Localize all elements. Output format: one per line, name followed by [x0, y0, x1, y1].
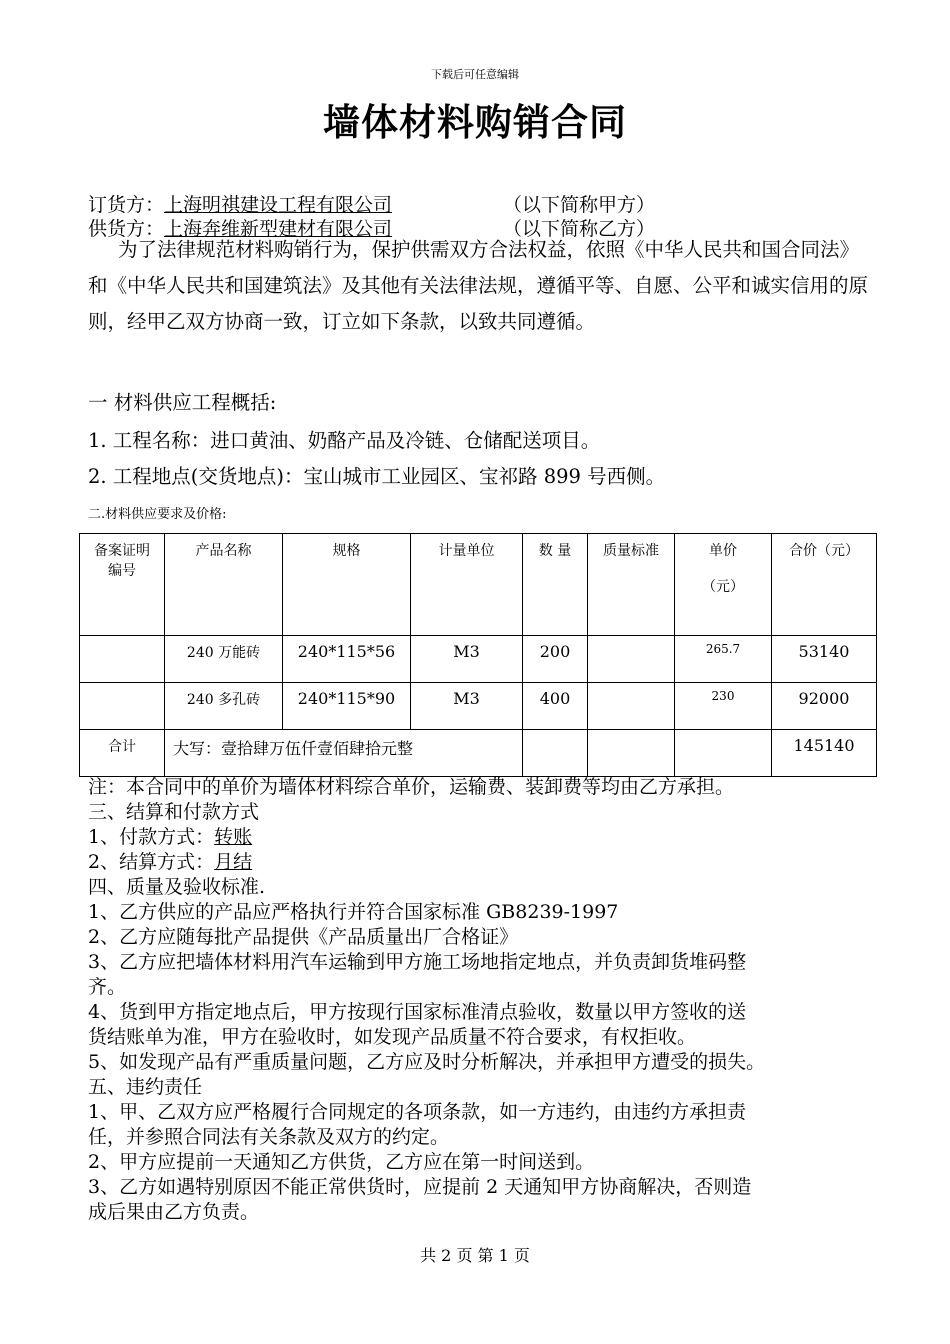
breach-item-1-cont: 任，并参照合同法有关条款及双方的约定。	[88, 1126, 450, 1148]
section2-heading: 二.材料供应要求及价格:	[88, 507, 227, 522]
settlement-method-value: 月结	[214, 851, 253, 873]
cell-total: 53140	[772, 636, 877, 683]
table-row	[80, 636, 877, 683]
cell-price: 265.7	[675, 636, 772, 683]
header-quality: 质量标准	[588, 534, 675, 636]
quality-item-1: 1、乙方供应的产品应严格执行并符合国家标准 GB8239-1997	[88, 901, 619, 923]
sum-in-words: 大写：壹拾肆万伍仟壹佰肆拾元整	[165, 730, 523, 777]
section3-heading: 三、结算和付款方式	[88, 801, 260, 823]
buyer-alias: （以下简称甲方）	[503, 194, 656, 216]
quality-item-3-cont: 齐。	[88, 976, 127, 998]
table-row	[80, 683, 877, 730]
cell-spec: 240*115*90	[283, 683, 411, 730]
quality-item-3: 3、乙方应把墙体材料用汽车运输到甲方施工场地指定地点，并负责卸货堆码整	[88, 951, 747, 973]
quality-item-4-cont: 货结账单为准，甲方在验收时，如发现产品质量不符合要求，有权拒收。	[88, 1026, 697, 1048]
document-title: 墙体材料购销合同	[323, 100, 627, 144]
cell-qty: 200	[523, 636, 588, 683]
cell-product: 240 多孔砖	[165, 683, 283, 730]
quality-item-5: 5、如发现产品有严重质量问题，乙方应及时分析解决，并承担甲方遭受的损失。	[88, 1051, 766, 1073]
quality-item-2: 2、乙方应随每批产品提供《产品质量出厂合格证》	[88, 926, 519, 948]
payment-method: 1、付款方式：转账	[88, 826, 253, 848]
header-spec: 规格	[283, 534, 411, 636]
intro-paragraph: 为了法律规范材料购销行为，保护供需双方合法权益，依照《中华人民共和国合同法》和《中华人民共和国建筑法》及其他有关法律法规，遵循平等、自愿、公平和诚实信用的原则，经甲乙双方协商一致，订立如下条款，以致共同遵循。	[88, 238, 869, 333]
project-name: 1. 工程名称：进口黄油、奶酪产品及冷链、仓储配送项目。	[88, 429, 601, 452]
cell-unit: M3	[411, 683, 523, 730]
breach-item-3-cont: 成后果由乙方负责。	[88, 1201, 260, 1223]
header-qty: 数 量	[523, 534, 588, 636]
price-table	[79, 533, 877, 777]
header-total: 合价（元）	[772, 534, 877, 636]
cell-total: 92000	[772, 683, 877, 730]
header-note: 下载后可任意编辑	[431, 68, 519, 81]
buyer-name: 上海明祺建设工程有限公司	[164, 194, 393, 216]
sum-empty-price	[675, 730, 772, 777]
seller-name: 上海奔维新型建材有限公司	[164, 218, 393, 240]
sum-total: 145140	[772, 730, 877, 777]
section5-heading: 五、违约责任	[88, 1076, 203, 1098]
seller-alias: （以下简称乙方）	[503, 218, 656, 240]
section4-heading: 四、质量及验收标准.	[88, 876, 266, 898]
cell-reg-no	[80, 683, 165, 730]
sum-empty-quality	[588, 730, 675, 777]
breach-item-1: 1、甲、乙双方应严格履行合同规定的各项条款，如一方违约，由违约方承担责	[88, 1101, 747, 1123]
quality-item-4: 4、货到甲方指定地点后，甲方按现行国家标准清点验收，数量以甲方签收的送	[88, 1001, 747, 1023]
cell-qty: 400	[523, 683, 588, 730]
project-location: 2. 工程地点(交货地点)：宝山城市工业园区、宝祁路 899 号西侧。	[88, 465, 666, 488]
cell-spec: 240*115*56	[283, 636, 411, 683]
table-sum-row	[80, 730, 877, 777]
header-reg-no: 备案证明 编号	[80, 534, 165, 636]
sum-empty-qty	[523, 730, 588, 777]
header-unit: 计量单位	[411, 534, 523, 636]
settlement-method: 2、结算方式：月结	[88, 851, 253, 873]
seller-label: 供货方：	[88, 218, 165, 240]
breach-item-2: 2、甲方应提前一天通知乙方供货，乙方应在第一时间送到。	[88, 1151, 595, 1173]
cell-unit: M3	[411, 636, 523, 683]
cell-quality	[588, 636, 675, 683]
buyer-line	[88, 190, 656, 217]
payment-method-value: 转账	[214, 826, 253, 848]
cell-reg-no	[80, 636, 165, 683]
price-note: 注：本合同中的单价为墙体材料综合单价，运输费、装卸费等均由乙方承担。	[88, 776, 735, 798]
page-footer: 共 2 页 第 1 页	[420, 1246, 530, 1265]
section1-heading: 一 材料供应工程概括:	[88, 391, 277, 414]
cell-product: 240 万能砖	[165, 636, 283, 683]
header-price: 单价 （元）	[675, 534, 772, 636]
header-product: 产品名称	[165, 534, 283, 636]
buyer-label: 订货方：	[88, 194, 165, 216]
table-header-row	[80, 534, 877, 636]
cell-quality	[588, 683, 675, 730]
cell-price: 230	[675, 683, 772, 730]
sum-label: 合计	[80, 730, 165, 777]
breach-item-3: 3、乙方如遇特别原因不能正常供货时，应提前 2 天通知甲方协商解决，否则造	[88, 1176, 752, 1198]
